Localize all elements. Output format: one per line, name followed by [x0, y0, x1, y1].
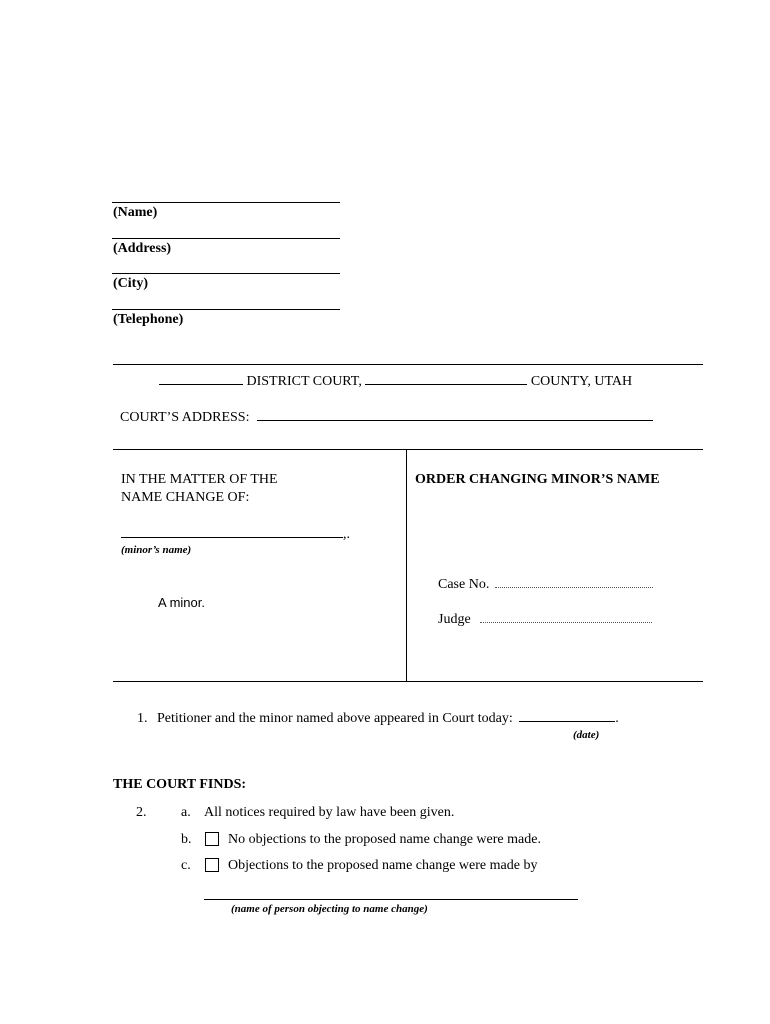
item-1-number: 1. — [137, 711, 148, 726]
city-label: (City) — [113, 276, 148, 291]
county-blank[interactable] — [365, 384, 527, 385]
item-2-number: 2. — [136, 805, 147, 820]
item-2c-letter: c. — [181, 858, 191, 873]
address-label: (Address) — [113, 241, 172, 256]
item-2b-checkbox[interactable] — [205, 832, 219, 846]
name-label: (Name) — [113, 205, 158, 220]
district-court-label: DISTRICT COURT, — [246, 374, 362, 389]
item-2a-text: All notices required by law have been given. — [204, 805, 455, 820]
caption-divider — [406, 449, 407, 681]
order-title: ORDER CHANGING MINOR’S NAME — [415, 472, 660, 487]
minors-name-row — [121, 527, 350, 543]
caption-bottom-rule — [113, 681, 703, 682]
caption-top-rule — [113, 449, 703, 450]
case-no-row — [438, 577, 653, 593]
matter-line-1: IN THE MATTER OF THE — [121, 472, 278, 487]
case-no-label: Case No. — [438, 577, 490, 592]
a-minor-label: A minor. — [158, 595, 205, 610]
case-no-blank[interactable] — [495, 587, 653, 588]
telephone-label: (Telephone) — [113, 312, 184, 327]
telephone-line[interactable] — [112, 309, 340, 310]
courts-address-label: COURT’S ADDRESS: — [120, 410, 250, 425]
courts-address-blank[interactable] — [257, 420, 653, 421]
date-blank[interactable] — [519, 721, 615, 722]
court-section-top-rule — [113, 364, 703, 365]
address-line[interactable] — [112, 238, 340, 239]
district-court-row — [159, 374, 632, 390]
date-label: (date) — [573, 729, 600, 741]
judge-label: Judge — [438, 612, 471, 627]
name-line[interactable] — [112, 202, 340, 203]
minors-name-comma: ,. — [343, 527, 350, 542]
minors-name-blank[interactable] — [121, 537, 343, 538]
judge-blank[interactable] — [480, 622, 652, 623]
item-1-row — [137, 711, 619, 727]
item-2c-text: Objections to the proposed name change were made by — [228, 858, 538, 873]
court-finds-heading: THE COURT FINDS: — [113, 777, 247, 792]
objector-name-line[interactable] — [204, 899, 578, 900]
city-line[interactable] — [112, 273, 340, 274]
minors-name-label: (minor’s name) — [121, 544, 192, 556]
courts-address-row — [120, 410, 653, 426]
item-1-period: . — [615, 711, 619, 726]
item-2b-text: No objections to the proposed name change were made. — [228, 832, 541, 847]
district-blank[interactable] — [159, 384, 243, 385]
county-utah-label: COUNTY, UTAH — [530, 374, 633, 389]
objector-name-label: (name of person objecting to name change) — [231, 903, 428, 915]
matter-line-2: NAME CHANGE OF: — [121, 490, 250, 505]
item-2b-letter: b. — [181, 832, 192, 847]
judge-row — [438, 612, 652, 628]
item-2a-letter: a. — [181, 805, 191, 820]
item-1-text: Petitioner and the minor named above appeared in Court today: — [157, 711, 513, 726]
item-2c-checkbox[interactable] — [205, 858, 219, 872]
